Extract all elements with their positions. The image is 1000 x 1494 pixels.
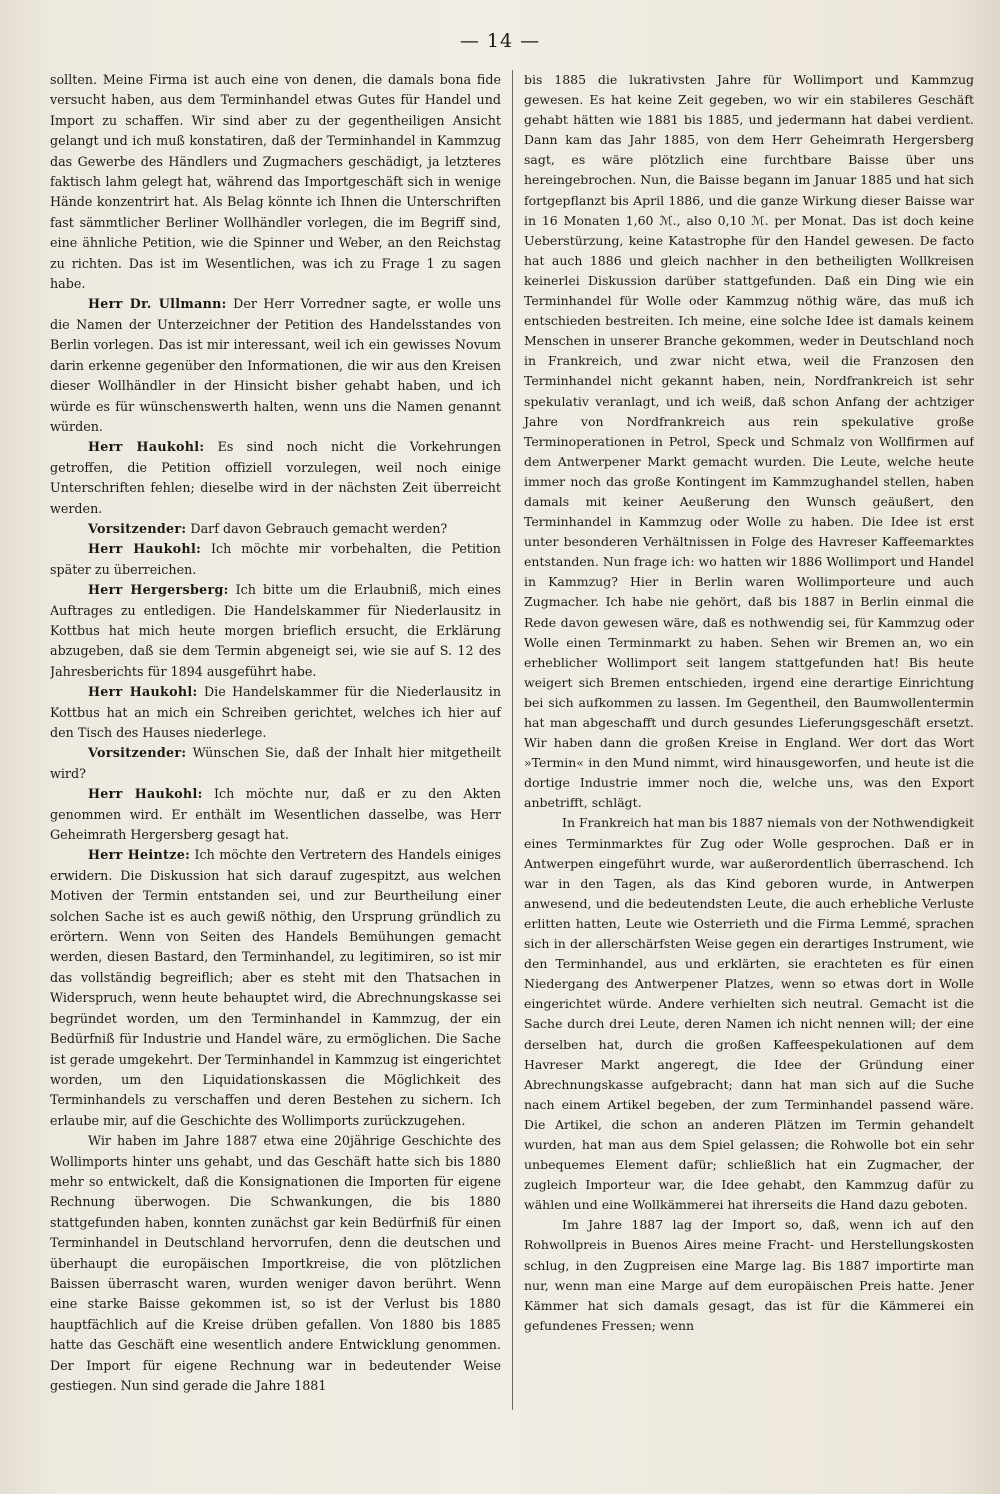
paragraph-text: Wünschen Sie, daß der Inhalt hier mitgetheilt wird?: [50, 745, 501, 781]
paragraph: [50, 845, 501, 1131]
paragraph: [524, 1215, 974, 1336]
speaker-name: Herr Haukohl:: [88, 439, 205, 455]
paragraph: [50, 519, 501, 539]
right-column: [512, 70, 974, 1410]
paragraph: [524, 813, 974, 1215]
page-number: — 14 —: [459, 30, 541, 52]
speaker-name: Herr Haukohl:: [88, 684, 198, 700]
paragraph-text: Der Herr Vorredner sagte, er wolle uns die Namen der Unterzeichner der Petition des Handelsstandes von Berlin vorlegen. Das ist mir interessant, weil ich ein gewisses Novum darin erkenne gegenüber den Informationen, die wir aus den Kreisen dieser Wollhändler in der Hinsicht bisher gehabt haben, und ich würde es für wünschenswerth halten, wenn uns die Namen genannt würden.: [50, 296, 501, 434]
paragraph: [50, 437, 501, 519]
paragraph: [50, 1131, 501, 1396]
paragraph: [50, 539, 501, 580]
paragraph: [50, 70, 501, 294]
paragraph-text: Es sind noch nicht die Vorkehrungen getroffen, die Petition offiziell vorzulegen, weil noch einige Unterschriften fehlen; dieselbe wird in der nächsten Zeit überreicht werden.: [50, 439, 501, 516]
left-column: [50, 70, 512, 1410]
paragraph-text: Darf davon Gebrauch gemacht werden?: [190, 520, 448, 536]
paragraph-text: bis 1885 die lukrativsten Jahre für Wollimport und Kammzug gewesen. Es hat keine Zeit gegeben, wo wir ein stabileres Geschäft gehabt hätten wie 1881 bis 1885, und jedermann hat dabei verdient. Dann kam das Jahr 1885, von dem Herr Geheimrath Hergersberg sagt, es wäre plötzlich eine furchtbare Baisse über uns hereingebrochen. Nun, die Baisse begann im Januar 1885 und hat sich fortgepflanzt bis April 1886, und die ganze Wirkung dieser Baisse war in 16 Monaten 1,60 ℳ., also 0,10 ℳ. per Monat. Das ist doch keine Ueberstürzung, keine Katastrophe für den Handel gewesen. De facto hat auch 1886 und gleich nachher in den betheiligten Wollkreisen keinerlei Diskussion darüber stattgefunden. Daß ein Ding wie ein Terminhandel für Wolle oder Kammzug nöthig wäre, das muß ich entschieden bestreiten. Ich meine, eine solche Idee ist damals keinem Menschen in unserer Branche gekommen, weder in Deutschland noch in Frankreich, und zwar nicht etwa, weil die Franzosen den Terminhandel nicht gekannt haben, nein, Nordfrankreich ist sehr spekulativ veranlagt, und ich weiß, daß schon Anfang der achtziger Jahre von Nordfrankreich aus rein spekulative große Terminoperationen in Petrol, Speck und Schmalz von Wollfirmen auf dem Antwerpener Markt gemacht wurden. Die Leute, welche heute immer noch das große Kontingent im Kammzughandel stellen, haben damals mit keiner Aeußerung den Wunsch geäußert, den Terminhandel in Kammzug oder Wolle zu haben. Die Idee ist erst unter besonderen Verhältnissen in Folge des Havreser Kaffeemarktes entstanden. Nun frage ich: wo hatten wir 1886 Wollimport und Handel in Kammzug? Hier in Berlin waren Wollimporteure und auch Zugmacher. Ich habe nie gehört, daß bis 1887 in Berlin einmal die Rede davon gewesen wäre, daß es nothwendig sei, für Kammzug oder Wolle einen Terminmarkt zu haben. Sehen wir Bremen an, wo ein erheblicher Wollimport seit langem stattgefunden hat! Bis heute weigert sich Bremen entschieden, irgend eine derartige Einrichtung bei sich aufkommen zu lassen. Im Gegentheil, den Baumwollentermin hat man abgeschafft und durch gesundes Lieferungsgeschäft ersetzt. Wir haben dann die großen Kreise in England. Wer dort das Wort »Termin« in den Mund nimmt, wird hinausgeworfen, und heute ist die dortige Industrie immer noch die, welche uns, was den Export anbetrifft, schlägt.: [524, 72, 974, 811]
text-columns: [50, 70, 980, 1410]
paragraph: [524, 70, 974, 813]
speaker-name: Herr Dr. Ullmann:: [88, 296, 227, 312]
speaker-name: Herr Haukohl:: [88, 786, 203, 802]
paragraph-text: sollten. Meine Firma ist auch eine von denen, die damals bona fide versucht haben, aus dem Terminhandel etwas Gutes für Handel und Import zu schaffen. Wir sind aber zu der gegentheiligen Ansicht gelangt und ich muß konstatiren, daß der Terminhandel in Kammzug das Gewerbe des Händlers und Zugmachers geschädigt, ja letzteres faktisch lahm gelegt hat, während das Importgeschäft sich in wenige Hände konzentrirt hat. Als Belag könnte ich Ihnen die Unterschriften fast sämmtlicher Berliner Wollhändler vorlegen, die im Begriff sind, eine ähnliche Petition, wie die Spinner und Weber, an den Reichstag zu richten. Das ist im Wesentlichen, was ich zu Frage 1 zu sagen habe.: [50, 72, 501, 292]
paragraph: [50, 580, 501, 682]
paragraph-text: Wir haben im Jahre 1887 etwa eine 20jährige Geschichte des Wollimports hinter uns gehabt, und das Geschäft hatte sich bis 1880 mehr so entwickelt, daß die Konsignationen die Importen für eigene Rechnung überwogen. Die Schwankungen, die bis 1880 stattgefunden haben, konnten zunächst gar kein Bedürfniß für einen Terminhandel in Deutschland hervorrufen, denn die deutschen und überhaupt die europäischen Importkreise, die von plötzlichen Baissen überrascht waren, wurden weniger davon berührt. Wenn eine starke Baisse gekommen ist, so ist der Verlust bis 1880 hauptfächlich auf die Kreise drüben gefallen. Von 1880 bis 1885 hatte das Geschäft eine wesentlich andere Entwicklung genommen. Der Import für eigene Rechnung war in bedeutender Weise gestiegen. Nun sind gerade die Jahre 1881: [50, 1133, 501, 1393]
paragraph-text: Ich möchte den Vertretern des Handels einiges erwidern. Die Diskussion hat sich darauf zugespitzt, aus welchen Motiven der Termin entstanden sei, und zur Beurtheilung einer solchen Sache ist es auch gewiß nöthig, den Ursprung gründlich zu erörtern. Wenn von Seiten des Handels Bemühungen gemacht werden, diesen Bastard, den Terminhandel, zu legitimiren, so ist mir das vollständig begreiflich; aber es steht mit den Thatsachen in Widerspruch, wenn heute behauptet wird, die Abrechnungskasse sei begründet worden, um den Terminhandel in Kammzug, der ein Bedürfniß für Industrie und Handel wäre, zu ermöglichen. Die Sache ist gerade umgekehrt. Der Terminhandel in Kammzug ist eingerichtet worden, um den Liquidationskassen die Möglichkeit des Terminhandels zu verschaffen und deren Bestehen zu sichern. Ich erlaube mir, auf die Geschichte des Wollimports zurückzugehen.: [50, 847, 501, 1128]
paragraph: [50, 743, 501, 784]
paragraph: [50, 294, 501, 437]
paragraph-text: Ich möchte mir vorbehalten, die Petition später zu überreichen.: [50, 541, 501, 577]
paragraph-text: Die Handelskammer für die Niederlausitz in Kottbus hat an mich ein Schreiben gerichtet, welches ich hier auf den Tisch des Hauses niederlege.: [50, 684, 501, 740]
speaker-name: Herr Hergersberg:: [88, 582, 229, 598]
paragraph-text: Ich möchte nur, daß er zu den Akten genommen wird. Er enthält im Wesentlichen dasselbe, was Herr Geheimrath Hergersberg gesagt hat.: [50, 786, 501, 843]
paragraph: [50, 682, 501, 743]
speaker-name: Vorsitzender:: [88, 745, 187, 761]
paragraph: [50, 784, 501, 845]
speaker-name: Herr Haukohl:: [88, 541, 202, 557]
speaker-name: Herr Heintze:: [88, 847, 191, 863]
paragraph-text: Ich bitte um die Erlaubniß, mich eines Auftrages zu entledigen. Die Handelskammer für Niederlausitz in Kottbus hat mich heute morgen brieflich ersucht, die Erklärung abzugeben, daß sie dem Termin abgeneigt sei, wie sie auf S. 12 des Jahresberichts für 1894 ausgeführt habe.: [50, 582, 501, 679]
paragraph-text: Im Jahre 1887 lag der Import so, daß, wenn ich auf den Rohwollpreis in Buenos Aires meine Fracht- und Herstellungskosten schlug, in den Zugpreisen eine Marge lag. Bis 1887 importirte man nur, wenn man eine Marge auf dem europäischen Preis hatte. Jener Kämmer hat sich damals gesagt, das ist für die Kämmerei ein gefundenes Fressen; wenn: [524, 1217, 974, 1333]
paragraph-text: In Frankreich hat man bis 1887 niemals von der Nothwendigkeit eines Terminmarktes für Zug oder Wolle gesprochen. Daß er in Antwerpen eingeführt wurde, war außerordentlich überraschend. Ich war in den Tagen, als das Kind geboren wurde, in Antwerpen anwesend, und die bedeutendsten Leute, die auch erhebliche Verluste erlitten hatten, Leute wie Osterrieth und die Firma Lemmé, sprachen sich in der allerschärfsten Weise gegen ein derartiges Instrument, wie den Terminhandel, aus und erklärten, sie erachteten es für einen Niedergang des Antwerpener Platzes, wenn so etwas dort in Wolle eingerichtet würde. Andere verhielten sich neutral. Gemacht ist die Sache durch drei Leute, deren Namen ich nicht nennen will; der eine derselben hat, durch die großen Kaffeespekulationen auf dem Havreser Markt angeregt, die Idee der Gründung einer Abrechnungskasse aufgebracht; dann hat man sich auf die Suche nach einem Artikel begeben, der zum Terminhandel passend wäre. Die Artikel, die schon an anderen Plätzen im Termin gehandelt wurden, hat man aus dem Spiel gelassen; die Rohwolle bot ein sehr unbequemes Element dafür; schließlich hat ein Zugmacher, der zugleich Importeur war, die Idee gehabt, den Kammzug dafür zu wählen und eine Wollkämmerei hat ihrerseits die Hand dazu geboten.: [524, 815, 974, 1213]
speaker-name: Vorsitzender:: [88, 520, 187, 536]
